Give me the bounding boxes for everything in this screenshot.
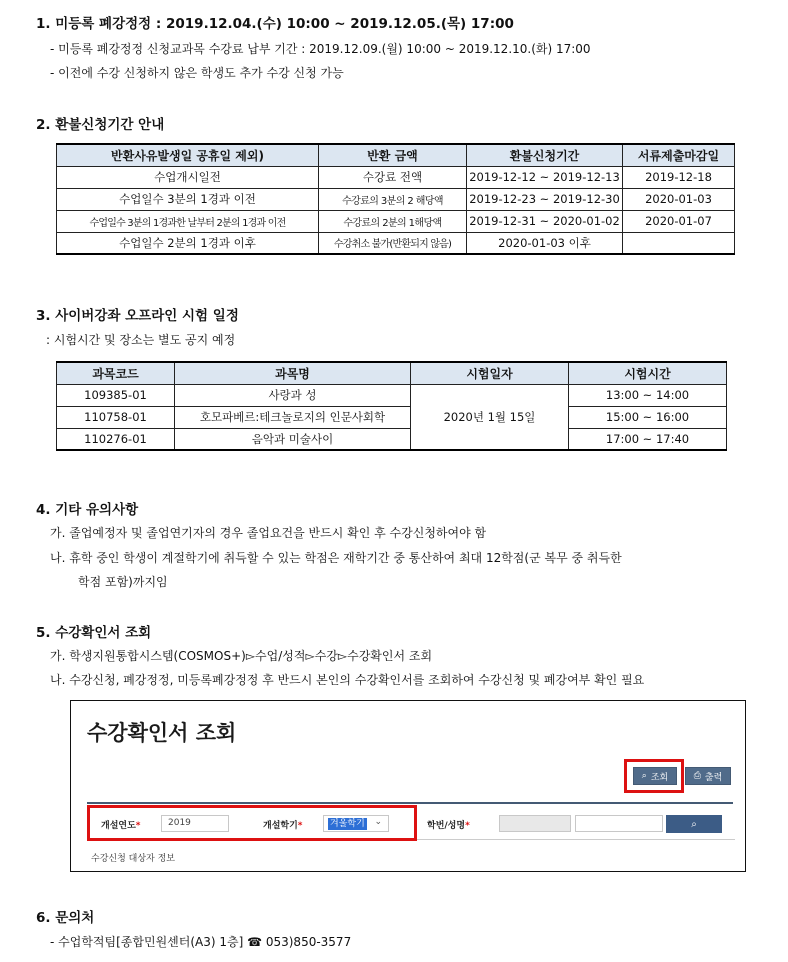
section-6-heading: 6. 문의처 (36, 910, 95, 926)
table-row (57, 210, 735, 232)
section-4-item-2-cont: 학점 포함)까지임 (78, 575, 168, 589)
table-cell: 수강취소 불가(반환되지 않음) (319, 232, 467, 254)
table-cell: 2020-01-07 (623, 210, 735, 232)
section-sub-label: 수강신청 대상자 정보 (91, 854, 175, 864)
print-button-label: 출력 (704, 772, 723, 783)
column-header: 시험일자 (411, 362, 569, 384)
section-5-item-1: 가. 학생지원통합시스템(COSMOS+)▻수업/성적▻수강▻수강확인서 조회 (50, 649, 433, 663)
table-row (57, 188, 735, 210)
column-header: 환불신청기간 (467, 144, 623, 166)
table-cell: 음악과 미술사이 (175, 428, 411, 450)
table-cell: 109385-01 (57, 384, 175, 406)
exam-table (56, 361, 727, 451)
student-label (427, 818, 470, 831)
term-select-value: 겨울학기 (330, 819, 365, 829)
column-header: 서류제출마감일 (623, 144, 735, 166)
search-button-label: 조회 (650, 772, 669, 783)
table-cell: 15:00 ~ 16:00 (569, 406, 727, 428)
table-row (57, 428, 727, 450)
year-input[interactable]: 2019 (161, 815, 229, 832)
table-header-row (57, 362, 727, 384)
search-icon: ⌕ (641, 771, 647, 781)
student-name-input[interactable] (575, 815, 663, 832)
table-cell: 2019-12-23 ~ 2019-12-30 (467, 188, 623, 210)
table-cell: 17:00 ~ 17:40 (569, 428, 727, 450)
table-cell: 수강료의 3분의 2 해당액 (319, 188, 467, 210)
section-1-line-1: - 미등록 폐강정정 신청교과목 수강료 납부 기간 : 2019.12.09.(월) 10:00 ~ 2019.12.10.(화) 17:00 (50, 42, 591, 56)
section-4-item-2: 나. 휴학 중인 학생이 계절학기에 취득할 수 있는 학점은 재학기간 중 통산하여 최대 12학점(군 복무 중 취득한 (50, 551, 622, 565)
refund-table (56, 143, 735, 255)
table-cell: 2020-01-03 이후 (467, 232, 623, 254)
search-icon: ⌕ (691, 818, 697, 830)
table-cell: 수업일수 2분의 1경과 이후 (57, 232, 319, 254)
printer-icon: ⎙ (693, 771, 701, 781)
required-mark: * (297, 821, 303, 831)
table-cell: 2019-12-18 (623, 166, 735, 188)
table-cell: 2019-12-31 ~ 2020-01-02 (467, 210, 623, 232)
confirmation-screenshot (70, 700, 746, 872)
section-1-heading: 1. 미등록 폐강정정 : 2019.12.04.(수) 10:00 ~ 2019.12.05.(목) 17:00 (36, 16, 514, 32)
section-3-heading: 3. 사이버강좌 오프라인 시험 일정 (36, 308, 239, 324)
table-row (57, 232, 735, 254)
table-cell: 수강료 전액 (319, 166, 467, 188)
table-cell: 13:00 ~ 14:00 (569, 384, 727, 406)
section-4-heading: 4. 기타 유의사항 (36, 502, 139, 518)
required-mark: * (465, 821, 470, 831)
column-header: 과목코드 (57, 362, 175, 384)
section-1-line-2: - 이전에 수강 신청하지 않은 학생도 추가 수강 신청 가능 (50, 66, 344, 80)
student-label-text: 학번/성명 (427, 821, 466, 831)
table-cell: 사랑과 성 (175, 384, 411, 406)
search-button-highlight (624, 759, 684, 793)
contact-line: - 수업학적팀[종합민원센터(A3) 1층] ☎ 053)850-3577 (50, 935, 352, 949)
section-3-note: : 시험시간 및 장소는 별도 공지 예정 (46, 333, 236, 347)
chevron-down-icon: ⌄ (374, 817, 382, 827)
divider (87, 802, 733, 804)
column-header: 반환사유발생일 공휴일 제외) (57, 144, 319, 166)
table-cell (623, 232, 735, 254)
table-cell: 호모파베르:테크놀로지의 인문사회학 (175, 406, 411, 428)
table-cell: 110758-01 (57, 406, 175, 428)
year-label-text: 개설연도 (101, 821, 136, 831)
table-cell: 110276-01 (57, 428, 175, 450)
exam-date-cell: 2020년 1월 15일 (411, 384, 569, 450)
column-header: 반환 금액 (319, 144, 467, 166)
table-cell: 2020-01-03 (623, 188, 735, 210)
screenshot-title: 수강확인서 조회 (87, 721, 237, 745)
section-4-item-1: 가. 졸업예정자 및 졸업연기자의 경우 졸업요건을 반드시 확인 후 수강신청하여야 함 (50, 526, 487, 540)
table-row (57, 166, 735, 188)
required-mark: * (135, 821, 141, 831)
form-highlight (87, 805, 417, 841)
table-cell: 2019-12-12 ~ 2019-12-13 (467, 166, 623, 188)
student-search-button[interactable] (666, 815, 722, 833)
table-cell: 수업개시일전 (57, 166, 319, 188)
print-button[interactable] (685, 767, 731, 785)
table-cell: 수강료의 2분의 1해당액 (319, 210, 467, 232)
section-5-heading: 5. 수강확인서 조회 (36, 625, 152, 641)
section-2-heading: 2. 환불신청기간 안내 (36, 117, 165, 133)
term-label-text: 개설학기 (263, 821, 298, 831)
table-row (57, 406, 727, 428)
table-cell: 수업일수 3분의 1경과한 날부터 2분의 1경과 이전 (57, 210, 319, 232)
table-cell: 수업일수 3분의 1경과 이전 (57, 188, 319, 210)
section-5-item-2: 나. 수강신청, 폐강정정, 미등록폐강정정 후 반드시 본인의 수강확인서를 조회하여 수강신청 및 폐강여부 확인 필요 (50, 673, 645, 687)
student-id-input[interactable] (499, 815, 571, 832)
column-header: 과목명 (175, 362, 411, 384)
table-header-row (57, 144, 735, 166)
table-row (57, 384, 727, 406)
column-header: 시험시간 (569, 362, 727, 384)
